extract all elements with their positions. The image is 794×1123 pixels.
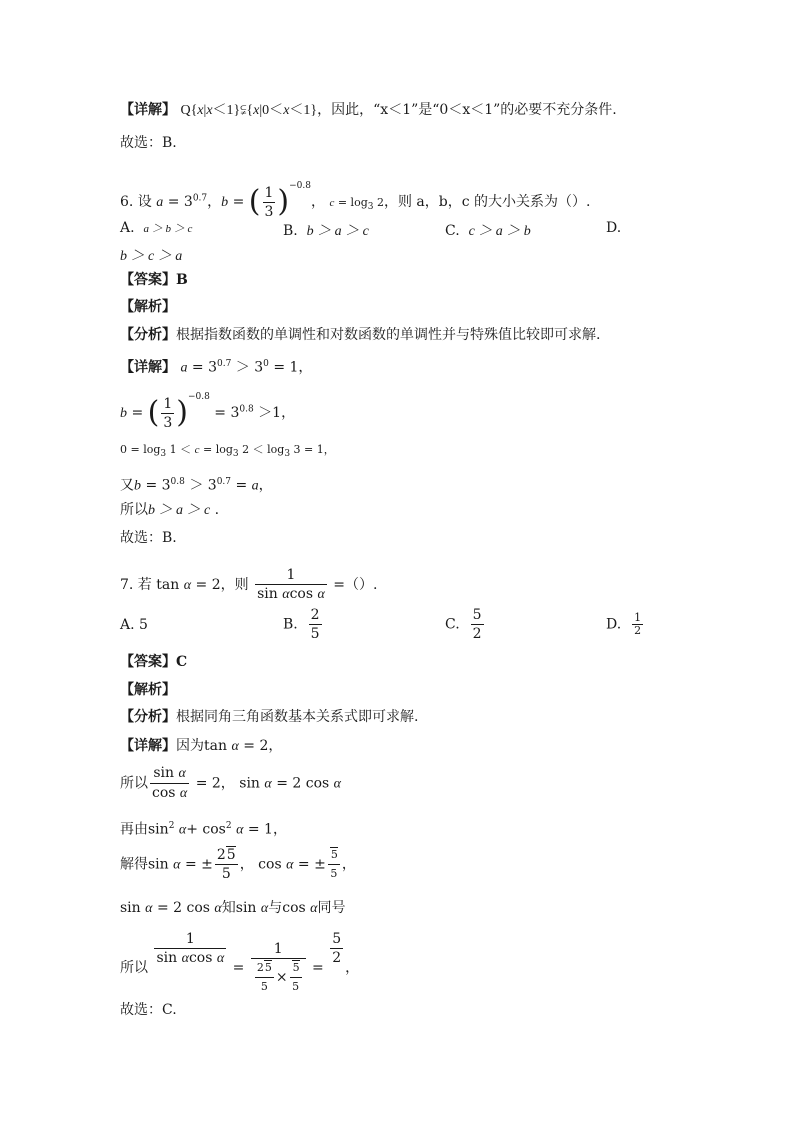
q5-choice: 故选：B. [120, 135, 177, 151]
q6-detail-line1: 【详解】 $a = 3^{0.7} > 3^0 = 1$， [120, 359, 313, 376]
q7-choice: 故选：C. [120, 1002, 177, 1018]
q7-question: 7. 若 tan α = 2，则 $\frac{1}{\text{sin αcos α}}$ =（）. [120, 567, 378, 602]
q7-detail-line1: 【详解】因为tan α = 2， [120, 738, 283, 754]
q5-detail-line [120, 100, 617, 121]
q6-question: 6. 设 $a = 3^{0.7}$，b = ( $\frac{1}{3}$ )$^{-0.8}$， $c = \log_3 2$，则 a，b，c 的大小关系为（）. [120, 181, 591, 220]
q7-option-b[interactable]: B. $\frac{2}{5}$ [283, 607, 320, 642]
q5-detail-text: ，因此，“x＜1”是“0＜x＜1”的必要不充分条件. [317, 102, 617, 118]
q7-jiexi: 【解析】 [120, 682, 176, 698]
q7-detail-line3: 再由$\sin^2 \alpha+ \cos^2 \alpha = 1$， [120, 821, 287, 838]
q6-detail-line2: b = ( $\frac{1}{3}$ )$^{-0.8} = 3^{0.8} >1$， [120, 392, 296, 431]
q7-answer: 【答案】C [120, 654, 188, 670]
q6-detail-line5: 所以b ＞ a ＞ c . [120, 502, 220, 518]
q5-detail-label: 【详解】 [120, 102, 176, 118]
q7-detail-line2: 所以 $\frac{\text{sin α}}{\text{cos α}}$ = 2， sin α = 2 cos α [120, 765, 342, 801]
q6-detail-line4: 又$b = 3^{0.8} > 3^{0.7} = a$， [120, 477, 273, 494]
q6-tail: ，则 a，b，c 的大小关系为（）. [383, 194, 591, 210]
q6-choice: 故选：B. [120, 530, 177, 546]
q6-answer: 【答案】B [120, 272, 188, 288]
q6-detail-line3: $0 = \log_3 1 < c = \log_3 2 < \log_3 3 = 1$， [120, 443, 335, 460]
q7-detail-line6: 所以 $\frac{1}{\text{sin αcos α}}$ = 1 $\frac{25}{5}$ × $\frac{5}{5}$ = $\frac{5}{2}$ ， [120, 931, 360, 993]
q6-option-a[interactable]: A. a ＞ b ＞ c [120, 220, 193, 236]
q6-analysis: 【分析】根据指数函数的单调性和对数函数的单调性并与特殊值比较即可求解. [120, 327, 601, 343]
q6-option-c[interactable]: C. c ＞ a ＞ b [445, 223, 531, 239]
q6-number: 6. 设 [120, 194, 152, 210]
q7-detail-line4: 解得sin α = ± $\frac{25}{5}$ ， cos α = ± $\frac{5}{5}$ ， [120, 847, 356, 882]
q7-option-a[interactable]: A. 5 [120, 617, 148, 633]
q6-option-b[interactable]: B. b ＞ a ＞ c [283, 223, 369, 239]
q6-option-d[interactable]: D. [606, 220, 622, 236]
q7-option-d[interactable]: D. $\frac{1}{2}$ [606, 611, 642, 637]
q7-option-c[interactable]: C. $\frac{5}{2}$ [445, 607, 482, 642]
q6-jiexi: 【解析】 [120, 299, 176, 315]
q7-analysis: 【分析】根据同角三角函数基本关系式即可求解. [120, 709, 419, 725]
q7-detail-line5: sin α = 2 cos α知sin α与cos α同号 [120, 900, 346, 916]
q6-option-d-value: b ＞ c ＞ a [120, 249, 183, 264]
q5-set-expression: Q{x|x＜1}⫋{x|0＜x＜1} [180, 103, 318, 118]
